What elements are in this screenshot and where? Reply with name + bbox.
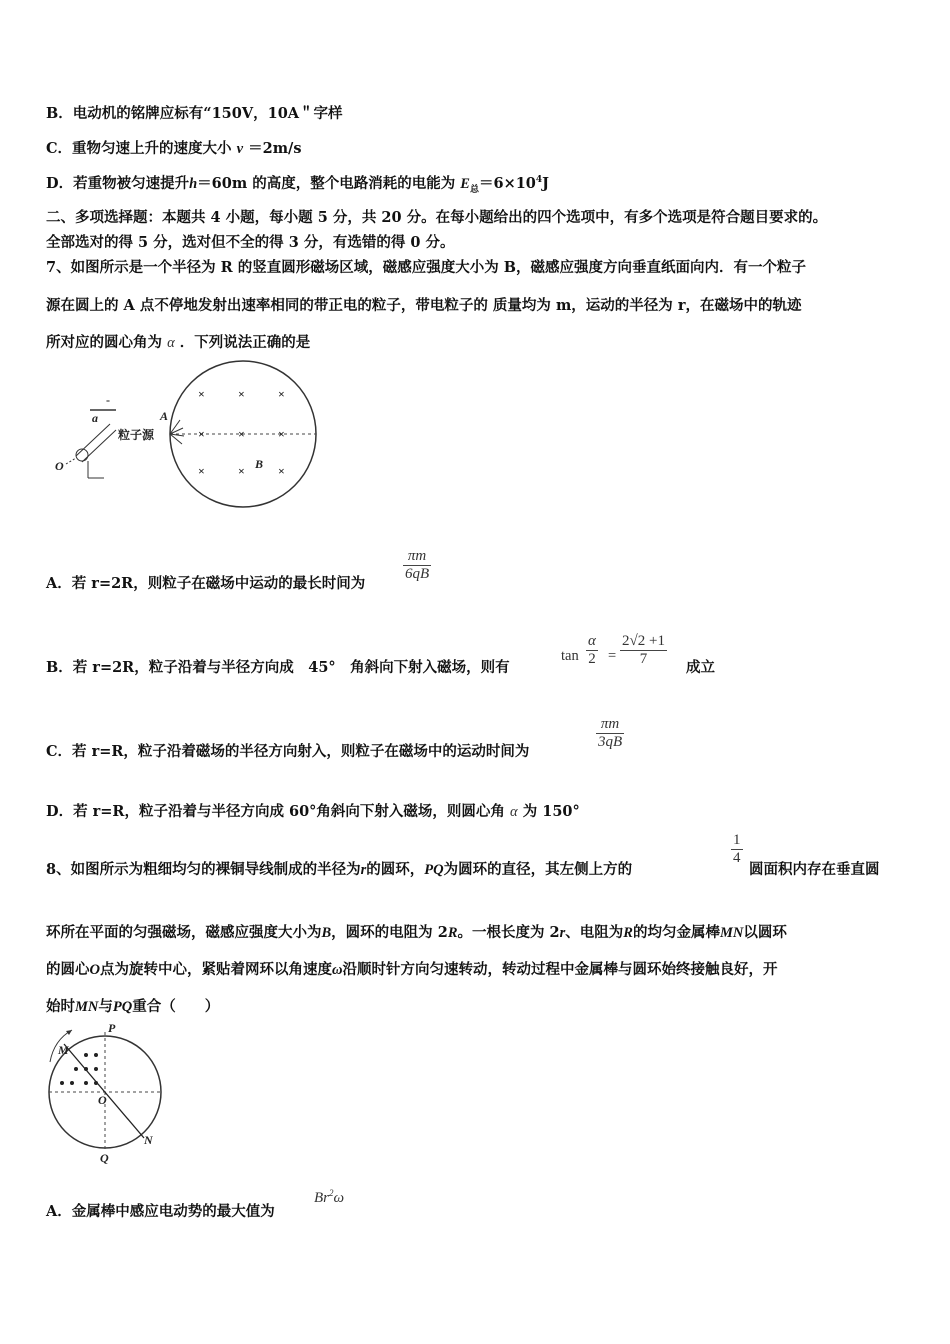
q8-line3 (46, 958, 777, 979)
q7-cross: × (238, 387, 245, 401)
q7-option-b-alpha-frac (586, 633, 598, 668)
q8-line2-e: 的均匀金属棒 (632, 924, 720, 941)
q7-label-a-point: A (160, 409, 169, 423)
prev-option-d-val: ＝6×10 (478, 175, 536, 192)
q8-arrow-head (66, 1030, 72, 1035)
q8-option-a-br: Br (314, 1190, 329, 1206)
q7-figure (50, 358, 330, 518)
q8-line4-a: 始时 (46, 998, 75, 1015)
prev-option-c-text: C．重物匀速上升的速度大小 (46, 140, 232, 157)
q8-line1-d: 圆面积内存在垂直圆 (749, 861, 880, 878)
q7-line2: 源在圆上的 A 点不停地发射出速率相同的带正电的粒子，带电粒子的 质量均为 m，运动的半径为 r，在磁场中的轨迹 (46, 297, 802, 314)
q7-label-minus: - (106, 393, 110, 407)
prev-option-c-value: ＝2m/s (248, 140, 302, 157)
q7-option-b-text: B．若 r=2R，粒子沿着与半径方向成 45° 角斜向下射入磁场，则有 (46, 659, 510, 676)
q8-line1-b: 的圆环， (366, 861, 425, 878)
q8-line4-pq: PQ (112, 999, 133, 1015)
q7-option-d (46, 800, 580, 821)
q7-option-c-num: πm (600, 716, 620, 732)
q7-option-b-eq: = (608, 648, 617, 664)
q7-option-c-den: 3qB (598, 734, 623, 750)
q8-line3-o: O (89, 962, 100, 978)
prev-option-d-e: E (460, 176, 470, 192)
prev-option-b: B．电动机的铭牌应标有“150V，10A＂字样 (46, 105, 343, 122)
q7-line3-post: ．下列说法正确的是 (179, 334, 311, 351)
q7-option-a: A．若 r=2R，则粒子在磁场中运动的最长时间为 (46, 575, 366, 592)
q7-option-d-post: 为 150° (522, 803, 580, 820)
q7-option-c-fraction (596, 716, 624, 751)
q7-option-b-num: 2√2 +1 (622, 633, 665, 649)
q7-cross: × (278, 464, 285, 478)
q7-option-b-den: 7 (620, 650, 667, 668)
q7-alpha: α (167, 335, 175, 351)
q8-field-dots (60, 1053, 98, 1085)
q8-rod-mn (64, 1044, 144, 1138)
q8-quarter-fraction (731, 832, 743, 867)
q7-cross: × (238, 427, 245, 441)
q8-line2-r3-var: R (623, 925, 633, 941)
q8-line2-mn: MN (719, 925, 744, 941)
q7-option-a-num: πm (407, 548, 427, 564)
prev-option-c-var: v (236, 141, 244, 157)
prev-option-d-mid: ＝60m 的高度，整个电路消耗的电能为 (197, 175, 456, 192)
q7-label-b-point: B (255, 457, 264, 471)
q7-cross: × (198, 387, 205, 401)
q8-label-o: O (98, 1093, 107, 1107)
q8-line2-b: ，圆环的电阻为 2 (331, 924, 448, 941)
q7-option-b-two: 2 (586, 650, 598, 668)
q7-cross: × (198, 464, 205, 478)
q7-option-a-den: 6qB (405, 566, 430, 582)
section2-line2: 全部选对的得 5 分，选对但不全的得 3 分，有选错的得 0 分。 (46, 234, 455, 251)
q7-option-b-tan: tan (561, 648, 579, 664)
q7-option-b-post: 成立 (686, 659, 715, 676)
q7-axis (66, 458, 76, 464)
q7-option-b (46, 656, 510, 677)
q8-line1 (46, 858, 632, 879)
q7-cross: × (278, 387, 285, 401)
q8-option-a-expr (314, 1188, 344, 1207)
q8-line1-a: 8、如图所示为粗细均匀的裸铜导线制成的半径为 (46, 861, 361, 878)
q8-line2-c: 。一根长度为 2 (457, 924, 560, 941)
q7-source-label: 粒子源 (118, 428, 155, 442)
q8-frac-den: 4 (733, 850, 741, 866)
q7-cross: × (238, 464, 245, 478)
q8-frac-num: 1 (733, 832, 741, 848)
q8-line3-w: ω (331, 962, 343, 978)
q7-line1: 7、如图所示是一个半径为 R 的竖直圆形磁场区域，磁感应强度大小为 B，磁感应强度方向垂直纸面向内．有一个粒子 (46, 259, 807, 276)
q7-option-a-fraction (403, 548, 431, 583)
section2-line1: 二、多项选择题：本题共 4 小题，每小题 5 分，共 20 分。在每小题给出的四个选项中，有多个选项是符合题目要求的。 (46, 209, 828, 226)
q8-line1-pq: PQ (424, 862, 444, 878)
q7-cross: × (198, 427, 205, 441)
q8-line4-mn: MN (75, 999, 99, 1015)
prev-option-d (46, 172, 549, 195)
q7-label-o: O (55, 459, 64, 473)
prev-option-d-h: h (189, 176, 198, 192)
q8-line2-r2-var: r (559, 925, 566, 941)
q7-option-b-fraction (620, 633, 667, 668)
q7-line3-pre: 所对应的圆心角为 (46, 334, 162, 351)
prev-option-d-text: D．若重物被匀速提升 (46, 175, 190, 192)
q8-line1-c: 为圆环的直径，其左侧上方的 (443, 861, 633, 878)
q8-line4 (46, 995, 219, 1016)
q8-line3-a: 的圆心 (46, 961, 90, 978)
q7-option-d-alpha: α (510, 804, 518, 820)
q8-line2 (46, 921, 787, 942)
q8-line4-c: 重合（ ） (132, 998, 220, 1015)
q8-line2-d: 、电阻为 (565, 924, 624, 941)
q7-label-a: a (92, 411, 98, 425)
q8-option-a: A．金属棒中感应电动势的最大值为 (46, 1203, 275, 1220)
q8-label-p: P (108, 1022, 116, 1035)
q7-option-b-alpha: α (588, 633, 596, 649)
q7-option-c: C．若 r=R，粒子沿着磁场的半径方向射入，则粒子在磁场中的运动时间为 (46, 743, 530, 760)
q8-option-a-exp: 2 (329, 1188, 334, 1198)
q8-line1-r: r (360, 862, 367, 878)
q8-label-q: Q (100, 1151, 109, 1164)
prev-option-c (46, 137, 302, 158)
q8-figure (40, 1022, 170, 1164)
q8-option-a-w: ω (333, 1190, 345, 1206)
q8-label-m: M (58, 1043, 69, 1057)
q8-label-n: N (144, 1133, 153, 1147)
q8-line3-c: 沿顺时针方向匀速转动，转动过程中金属棒与圆环始终接触良好，开 (342, 961, 778, 978)
prev-option-d-unit: J (542, 175, 550, 192)
q7-option-d-text: D．若 r=R，粒子沿着与半径方向成 60°角斜向下射入磁场，则圆心角 (46, 803, 505, 820)
q8-line2-b-var: B (321, 925, 332, 941)
q8-line2-a: 环所在平面的匀强磁场，磁感应强度大小为 (46, 924, 322, 941)
prev-option-d-exp: 4 (535, 175, 543, 186)
q8-line2-f: 以圆环 (743, 924, 787, 941)
prev-option-d-sub: 总 (469, 184, 479, 195)
q7-cross: × (278, 427, 285, 441)
q8-line3-b: 点为旋转中心，紧贴着网环以角速度 (99, 961, 332, 978)
q8-line2-r-var: R (447, 925, 458, 941)
q7-line3 (46, 331, 310, 352)
q8-line4-b: 与 (98, 998, 113, 1015)
